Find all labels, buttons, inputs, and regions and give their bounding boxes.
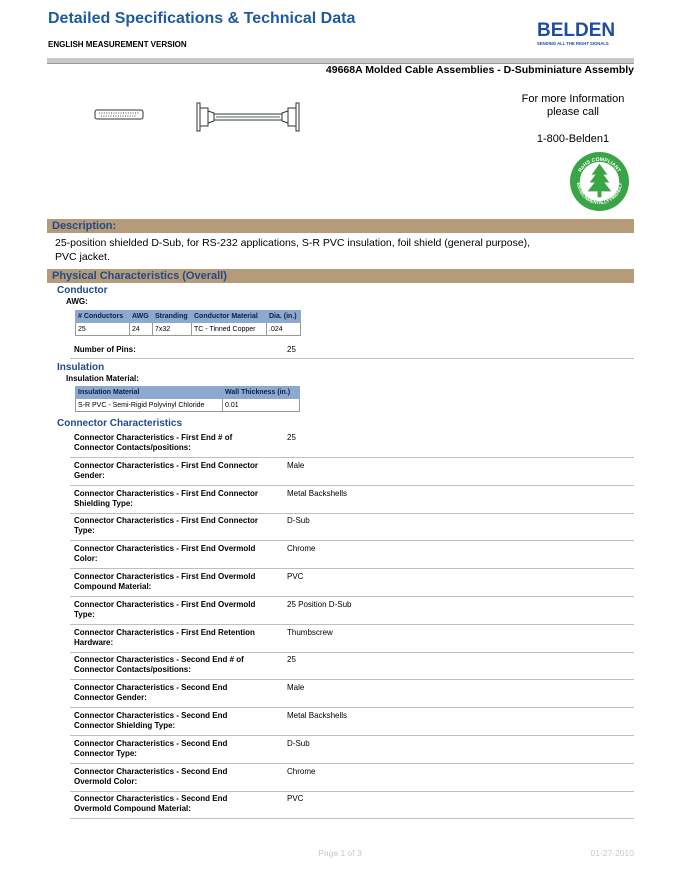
table-cell: 25 (76, 323, 130, 336)
pins-value: 25 (287, 345, 296, 354)
spec-label (74, 600, 284, 620)
spec-label-line1: Connector Characteristics - First End Connector (74, 461, 259, 470)
logo-tagline: SENDING ALL THE RIGHT SIGNALS (537, 41, 609, 46)
spec-label-line1: Connector Characteristics - First End Connector (74, 489, 259, 498)
description-line2: PVC jacket. (55, 251, 110, 263)
spec-label-line1: Connector Characteristics - Second End (74, 711, 228, 720)
spec-value: Metal Backshells (287, 489, 348, 498)
spec-label (74, 767, 284, 787)
page-subtitle: ENGLISH MEASUREMENT VERSION (48, 40, 187, 49)
spec-value: PVC (287, 794, 304, 803)
spec-value: Thumbscrew (287, 628, 333, 637)
spec-label (74, 433, 284, 453)
divider (70, 596, 634, 597)
spec-label-line2: Connector Type: (74, 749, 137, 758)
spec-label-line1: Connector Characteristics - First End Overmold (74, 600, 256, 609)
spec-label-line1: Connector Characteristics - First End Retention (74, 628, 255, 637)
spec-label-line2: Connector Shielding Type: (74, 721, 176, 730)
divider (70, 791, 634, 792)
divider (70, 763, 634, 764)
spec-value: Male (287, 683, 305, 692)
spec-label-line2: Connector Contacts/positions: (74, 665, 191, 674)
divider (70, 485, 634, 486)
conductor-table-header (76, 311, 301, 323)
physical-heading: Physical Characteristics (Overall) (47, 269, 634, 283)
belden-logo (536, 18, 626, 48)
spec-value: Metal Backshells (287, 711, 348, 720)
spec-label-line2: Connector Contacts/positions: (74, 443, 191, 452)
rohs-bottom-text: ENVIRONMENTALLY FRIENDLY (575, 182, 624, 206)
table-cell: 7x32 (153, 323, 192, 336)
insulation-material-label: Insulation Material: (66, 374, 139, 383)
col-header: Dia. (in.) (267, 311, 301, 323)
col-header: Wall Thickness (in.) (223, 387, 300, 399)
spec-label-line1: Connector Characteristics - Second End (74, 794, 228, 803)
conductor-heading: Conductor (57, 285, 108, 296)
page-number: Page 1 of 3 (318, 848, 362, 858)
table-cell: 24 (130, 323, 153, 336)
divider (70, 457, 634, 458)
spec-value: Chrome (287, 767, 316, 776)
col-header: AWG (130, 311, 153, 323)
spec-label (74, 628, 284, 648)
spec-label-line1: Connector Characteristics - First End # of (74, 433, 233, 442)
spec-value: Chrome (287, 544, 316, 553)
connector-image (94, 108, 144, 122)
spec-label-line2: Compound Material: (74, 582, 152, 591)
insulation-table-header (76, 387, 300, 399)
description-line1: 25-position shielded D-Sub, for RS-232 applications, S-R PVC insulation, foil shield (general purpose), (55, 237, 531, 249)
divider (70, 358, 634, 359)
description-text (55, 236, 595, 264)
divider (70, 735, 634, 736)
table-cell: TC - Tinned Copper (192, 323, 267, 336)
spec-label (74, 655, 284, 675)
spec-label-line1: Connector Characteristics - First End Overmold (74, 544, 256, 553)
spec-label (74, 544, 284, 564)
spec-label-line1: Connector Characteristics - First End Connector (74, 516, 259, 525)
divider (70, 513, 634, 514)
spec-label (74, 516, 284, 536)
spec-label-line2: Type: (74, 610, 95, 619)
contact-line2: please call (547, 106, 599, 118)
spec-value: D-Sub (287, 516, 310, 525)
spec-label-line2: Hardware: (74, 638, 114, 647)
divider (70, 624, 634, 625)
table-cell: S-R PVC - Semi-Rigid Polyvinyl Chloride (76, 399, 223, 412)
spec-value: D-Sub (287, 739, 310, 748)
contact-info (510, 93, 636, 119)
spec-label-line2: Overmold Color: (74, 777, 138, 786)
print-date: 01-27-2010 (590, 848, 634, 858)
insulation-table (75, 386, 300, 412)
spec-value: 25 Position D-Sub (287, 600, 352, 609)
spec-value: PVC (287, 572, 304, 581)
rohs-badge-icon (569, 151, 630, 212)
spec-label-line1: Connector Characteristics - First End Overmold (74, 572, 256, 581)
col-header: Conductor Material (192, 311, 267, 323)
table-cell: 0.01 (223, 399, 300, 412)
spec-value: Male (287, 461, 305, 470)
spec-label (74, 711, 284, 731)
conductor-table (75, 310, 301, 336)
spec-label-line1: Connector Characteristics - Second End (74, 739, 228, 748)
spec-label-line1: Connector Characteristics - Second End (74, 683, 228, 692)
spec-label (74, 683, 284, 703)
spec-label-line2: Shielding Type: (74, 499, 133, 508)
spec-label-line1: Connector Characteristics - Second End # of (74, 655, 244, 664)
spec-label-line2: Type: (74, 526, 95, 535)
spec-label-line2: Color: (74, 554, 98, 563)
spec-label-line2: Connector Gender: (74, 693, 147, 702)
table-row (76, 399, 300, 412)
spec-label-line1: Connector Characteristics - Second End (74, 767, 228, 776)
awg-label: AWG: (66, 297, 88, 306)
spec-value: 25 (287, 433, 296, 442)
spec-label (74, 572, 284, 592)
rohs-top-text: RoHS COMPLIANT (577, 156, 622, 174)
divider (70, 568, 634, 569)
col-header: Insulation Material (76, 387, 223, 399)
spec-label (74, 794, 284, 814)
divider (70, 540, 634, 541)
spec-value: 25 (287, 655, 296, 664)
divider (70, 679, 634, 680)
table-cell: .024 (267, 323, 301, 336)
contact-phone: 1-800-Belden1 (536, 133, 610, 145)
spec-label-line2: Overmold Compound Material: (74, 804, 191, 813)
divider (70, 818, 634, 819)
table-row (76, 323, 301, 336)
col-header: Stranding (153, 311, 192, 323)
contact-line1: For more Information (521, 93, 625, 105)
spec-label-line2: Gender: (74, 471, 105, 480)
insulation-heading: Insulation (57, 362, 105, 373)
page-title: Detailed Specifications & Technical Data (48, 10, 356, 27)
cable-assembly-image (196, 102, 300, 132)
spec-label (74, 461, 284, 481)
product-title: 49668A Molded Cable Assemblies - D-Subminiature Assembly (325, 64, 634, 76)
pins-label: Number of Pins: (74, 345, 136, 354)
connector-heading: Connector Characteristics (57, 418, 183, 429)
description-heading: Description: (47, 219, 634, 233)
spec-label (74, 489, 284, 509)
divider (70, 652, 634, 653)
logo-wordmark: BELDEN (537, 20, 616, 41)
spec-label (74, 739, 284, 759)
col-header: # Conductors (76, 311, 130, 323)
divider (70, 707, 634, 708)
